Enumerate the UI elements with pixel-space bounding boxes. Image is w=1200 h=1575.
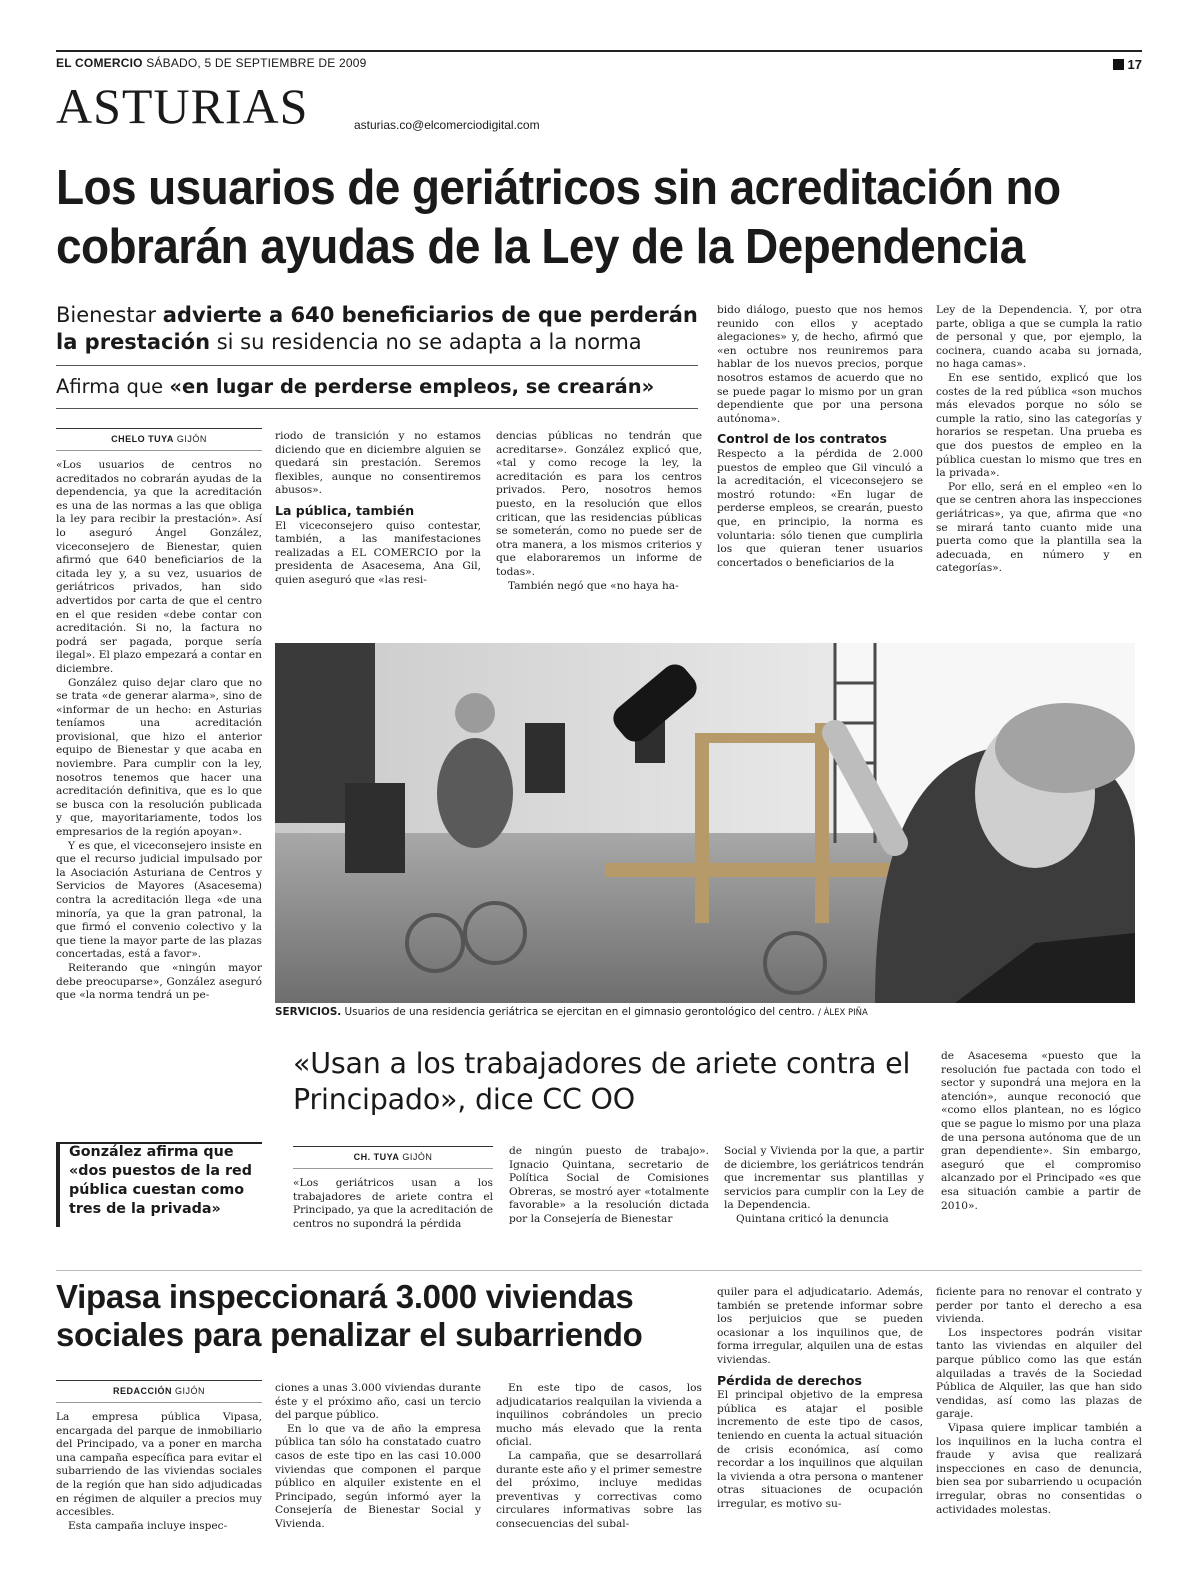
main-headline: Los usuarios de geriátricos sin acreditación no cobrarán ayudas de la Ley de la Dependencia [56,159,1061,274]
paragraph: Esta campaña incluye inspec- [68,1519,228,1532]
subheadline-2-bold: «en lugar de perderse empleos, se crearán» [169,375,655,398]
paragraph: González quiso dejar claro que no se trata «de generar alarma», sino de «informar de un hecho: en Asturias teníamos una acreditación provisional, que hizo el anterior equipo de Bienestar y que acaba en noviembre. Para cumplir con la ley, nosotros tenemos que hacer una acreditación definitiva, que es lo que se busca con la resolución publicada y que, mayoritariamente, todos los empresarios de la región apoyan». [56,676,262,839]
story1-column-2 [275,430,481,588]
story3-column-3 [496,1382,702,1532]
story3-headline: Vipasa inspeccionará 3.000 viviendas sociales para penalizar el subarriendo [56,1278,643,1353]
paragraph: El principal objetivo de la empresa pública es atajar el posible incremento de este tipo de casos, teniendo en cuenta la actual situación de crisis económica, así como recordar a los inquilinos que alquilan la vivienda a otra persona o mantener otras situaciones de ocupación irregular, es motivo su- [717,1389,923,1510]
subhead-rule [56,365,698,366]
paragraph: También negó que «no haya ha- [508,579,679,592]
paragraph: bido diálogo, puesto que nos hemos reunido con ellos y aceptado alegaciones» y, de hecho, afirmó que «en octubre nos reuniremos para hablar de los nuevos precios, porque nosotros estamos de acuerdo que no se puede pagar lo mismo por un gran dependiente que por una persona autónoma». [717,304,923,425]
subheadline-1-lead: Bienestar [56,303,163,327]
paragraph: quiler para el adjudicatario. Además, también se pretende informar sobre los perjuicios que se pueden ocasionar a los inquilinos que, de forma irregular, alquilen una de estas viviendas. [717,1286,923,1366]
subhead-rule [56,408,698,409]
paragraph: «Los usuarios de centros no acreditados no cobrarán ayudas de la dependencia, ya que la acreditación es una de las normas a las que obliga la ley para recibir la prestación». Así lo aseguró Ángel González, viceconsejero de Bienestar, quien afirmó que 640 beneficiarios de la citada ley y, a su vez, usuarios de geriátricos privados, han sido advertidos por carta de que el centro en el que residen «debe contar con acreditación. Si no, la factura no podrá ser pagada, porque sería ilegal». El plazo empezará a contar en diciembre. [56,459,262,675]
intertitle: La pública, también [275,502,415,518]
photo-caption [275,1006,1145,1020]
page-number [1113,57,1142,72]
paragraph: Social y Vivienda por la que, a partir de diciembre, los geriátricos tendrán que incrementar sus plantillas y servicios para cumplir con la Ley de la Dependencia. [724,1145,924,1212]
story2-column-1 [293,1146,493,1231]
issue-date: SÁBADO, 5 DE SEPTIEMBRE DE 2009 [146,56,367,70]
story-separator [56,1270,1142,1271]
square-icon [1113,59,1124,70]
byline [293,1146,493,1169]
paragraph: Los inspectores podrán visitar tanto las viviendas en alquiler del parque público como las que están alquiladas a través de la Sociedad Pública de Alquiler, las que han sido vendidas, así como las plazas de garaje. [936,1326,1142,1421]
paragraph: Ley de la Dependencia. Y, por otra parte, obliga a que se cumpla la ratio de personal y que, por ejemplo, la cocinera, cuando acaba su jornada, no haga camas». [936,304,1142,371]
masthead-rule [56,50,1142,52]
paragraph: En ese sentido, explicó que los costes de la red pública «son muchos más elevados porque no sólo se cumple la ratio, sino las categorías y horarios se respetan. Una prueba es que dos puestos de empleo en la pública cuestan lo mismo que tres en la privada». [936,371,1142,480]
paragraph: dencias públicas no tendrán que acreditarse». González explicó que, «tal y como recoge la ley, la acreditación es para los centros privados. Pero, nosotros hemos puesto, en la resolución que ellos critican, que las residencias públicas se someterán, como no puede ser de otra manera, a los mismos criterios y que elaboraremos un informe de todas». [496,430,702,578]
byline-author: REDACCIÓN [112,1386,172,1396]
byline-author: CHELO TUYA [111,434,174,444]
byline-author: CH. TUYA [353,1152,400,1162]
page-number-text: 17 [1127,57,1142,72]
photo-credit: / ÁLEX PIÑA [818,1008,868,1018]
paragraph: ciones a unas 3.000 viviendas durante éste y el próximo año, casi un tercio del parque público. [275,1382,481,1422]
pull-quote: González afirma que «dos puestos de la red pública cuestan como tres de la privada» [56,1143,262,1227]
paragraph: de ningún puesto de trabajo». Ignacio Quintana, secretario de Política Social de Comisiones Obreras, se mostró ayer «totalmente favorable» a la resolución dictada por la Consejería de Bienestar [509,1145,709,1225]
section-email[interactable]: asturias.co@elcomerciodigital.com [354,118,540,132]
paragraph: El viceconsejero quiso contestar, también, a las manifestaciones realizadas a EL COMERCIO por la presidenta de Asacesema, Ana Gil, quien aseguró que «las resi- [275,519,481,586]
intertitle: Control de los contratos [717,431,887,447]
byline [56,428,262,451]
story2-headline: «Usan a los trabajadores de ariete contra el Principado», dice CC OO [293,1047,911,1116]
subheadline-1-bold: advierte a 640 beneficiarios de que perderán la prestación [56,303,698,354]
paragraph: En este tipo de casos, los adjudicatarios realquilan la vivienda a inquilinos cobrándoles un precio mucho más elevado que la renta oficial. [496,1382,702,1449]
story3-column-4 [717,1286,923,1512]
byline [56,1380,262,1403]
paragraph: Y es que, el viceconsejero insiste en que el recurso judicial impulsado por la Asociación Asturiana de Centros y Servicios de Mayores (Asacesema) contra la acreditación llega «de una minoría, ya que la gran patronal, la que firmó el convenio colectivo y la que tiene la mayor parte de las plazas concertadas, está a favor». [56,839,262,961]
subheadline-2 [56,374,716,400]
story2-column-3 [724,1145,924,1227]
intertitle: Pérdida de derechos [717,1372,862,1388]
byline-place: GIJÓN [175,1386,206,1396]
masthead [56,56,366,70]
paragraph: Respecto a la pérdida de 2.000 puestos de empleo que Gil vinculó a la acreditación, el viceconsejero se mostró rotundo: «En lugar de perderse empleos, se crearán, puesto que, en principio, la norma es voluntaria: sólo tienen que cumplirla los que quieran tener usuarios concertados o beneficiarios de la [717,447,923,569]
paragraph: riodo de transición y no estamos diciendo que en diciembre alguien se quedará sin prestación. Seremos flexibles, aunque no consentiremos abusos». [275,430,481,497]
section-title: ASTURIAS [56,78,309,134]
paragraph: «Los geriátricos usan a los trabajadores de ariete contra el Principado, ya que la acreditación de centros no supondrá la pérdida [293,1177,493,1230]
story3-column-2 [275,1382,481,1532]
photo-illustration [275,643,1135,1003]
paper-name: EL COMERCIO [56,56,143,70]
paragraph: ficiente para no renovar el contrato y perder por tanto el derecho a esa vivienda. [936,1286,1142,1326]
story1-column-3 [496,430,702,593]
story1-column-1 [56,428,262,1003]
subheadline-2-lead: Afirma que [56,375,170,398]
paragraph: Reiterando que «ningún mayor debe preocuparse», González aseguró que «la norma tendrá un pe- [56,961,262,1002]
story1-column-4 [717,304,923,570]
caption-text: Usuarios de una residencia geriátrica se ejercitan en el gimnasio gerontológico del centro. [341,1006,815,1018]
byline-place: GIJÓN [176,434,207,444]
caption-label: SERVICIOS. [275,1006,342,1018]
story2-column-2 [509,1145,709,1227]
paragraph: En lo que va de año la empresa pública tan sólo ha constatado cuatro casos de este tipo en las casi 10.000 viviendas que componen el parque público en alquiler existente en el Principado, según informó ayer la Consejería de Bienestar Social y Vivienda. [275,1422,481,1530]
paragraph: de Asacesema «puesto que la resolución fue pactada con todo el sector y supondrá una mejora en la atención», aunque reconoció que «como ellos plantean, no es lógico que se pague lo mismo por una plaza de una persona autónoma que de un gran dependiente». Sin embargo, aseguró que el compromiso alcanzado por el Principado «es que esa situación cambie a partir de 2010». [941,1050,1141,1212]
paragraph: La empresa pública Vipasa, encargada del parque de inmobiliario del Principado, va a poner en marcha una campaña específica para evitar el subarriendo de las viviendas sociales de la región que han sido adjudicadas en régimen de alquiler a precios muy accesibles. [56,1411,262,1519]
paragraph: Por ello, será en el empleo «en lo que se centren ahora las inspecciones geriátricas», ya que, afirma que «no se mirará tanto cuanto mide una puerta como que la plantilla sea la adecuada, en número y en categorías». [936,480,1142,575]
story3-column-1 [56,1380,262,1533]
story1-column-5 [936,304,1142,576]
byline-place: GIJÓN [402,1152,433,1162]
news-photo [275,643,1135,1003]
story3-column-5 [936,1286,1142,1517]
subheadline-1 [56,302,706,356]
paragraph: La campaña, que se desarrollará durante este año y el primer semestre del próximo, incluye medidas preventivas y correctivas como circulares informativas sobre las consecuencias del subal- [496,1449,702,1530]
story2-column-4 [941,1050,1141,1213]
paragraph: Quintana criticó la denuncia [736,1212,889,1225]
subheadline-1-tail: si su residencia no se adapta a la norma [210,330,642,354]
paragraph: Vipasa quiere implicar también a los inquilinos en la lucha contra el fraude y avisa que realizará inspecciones en caso de denuncia, bien sea por subarriendo u ocupación irregular, obras no consentidas o actividades molestas. [936,1421,1142,1516]
